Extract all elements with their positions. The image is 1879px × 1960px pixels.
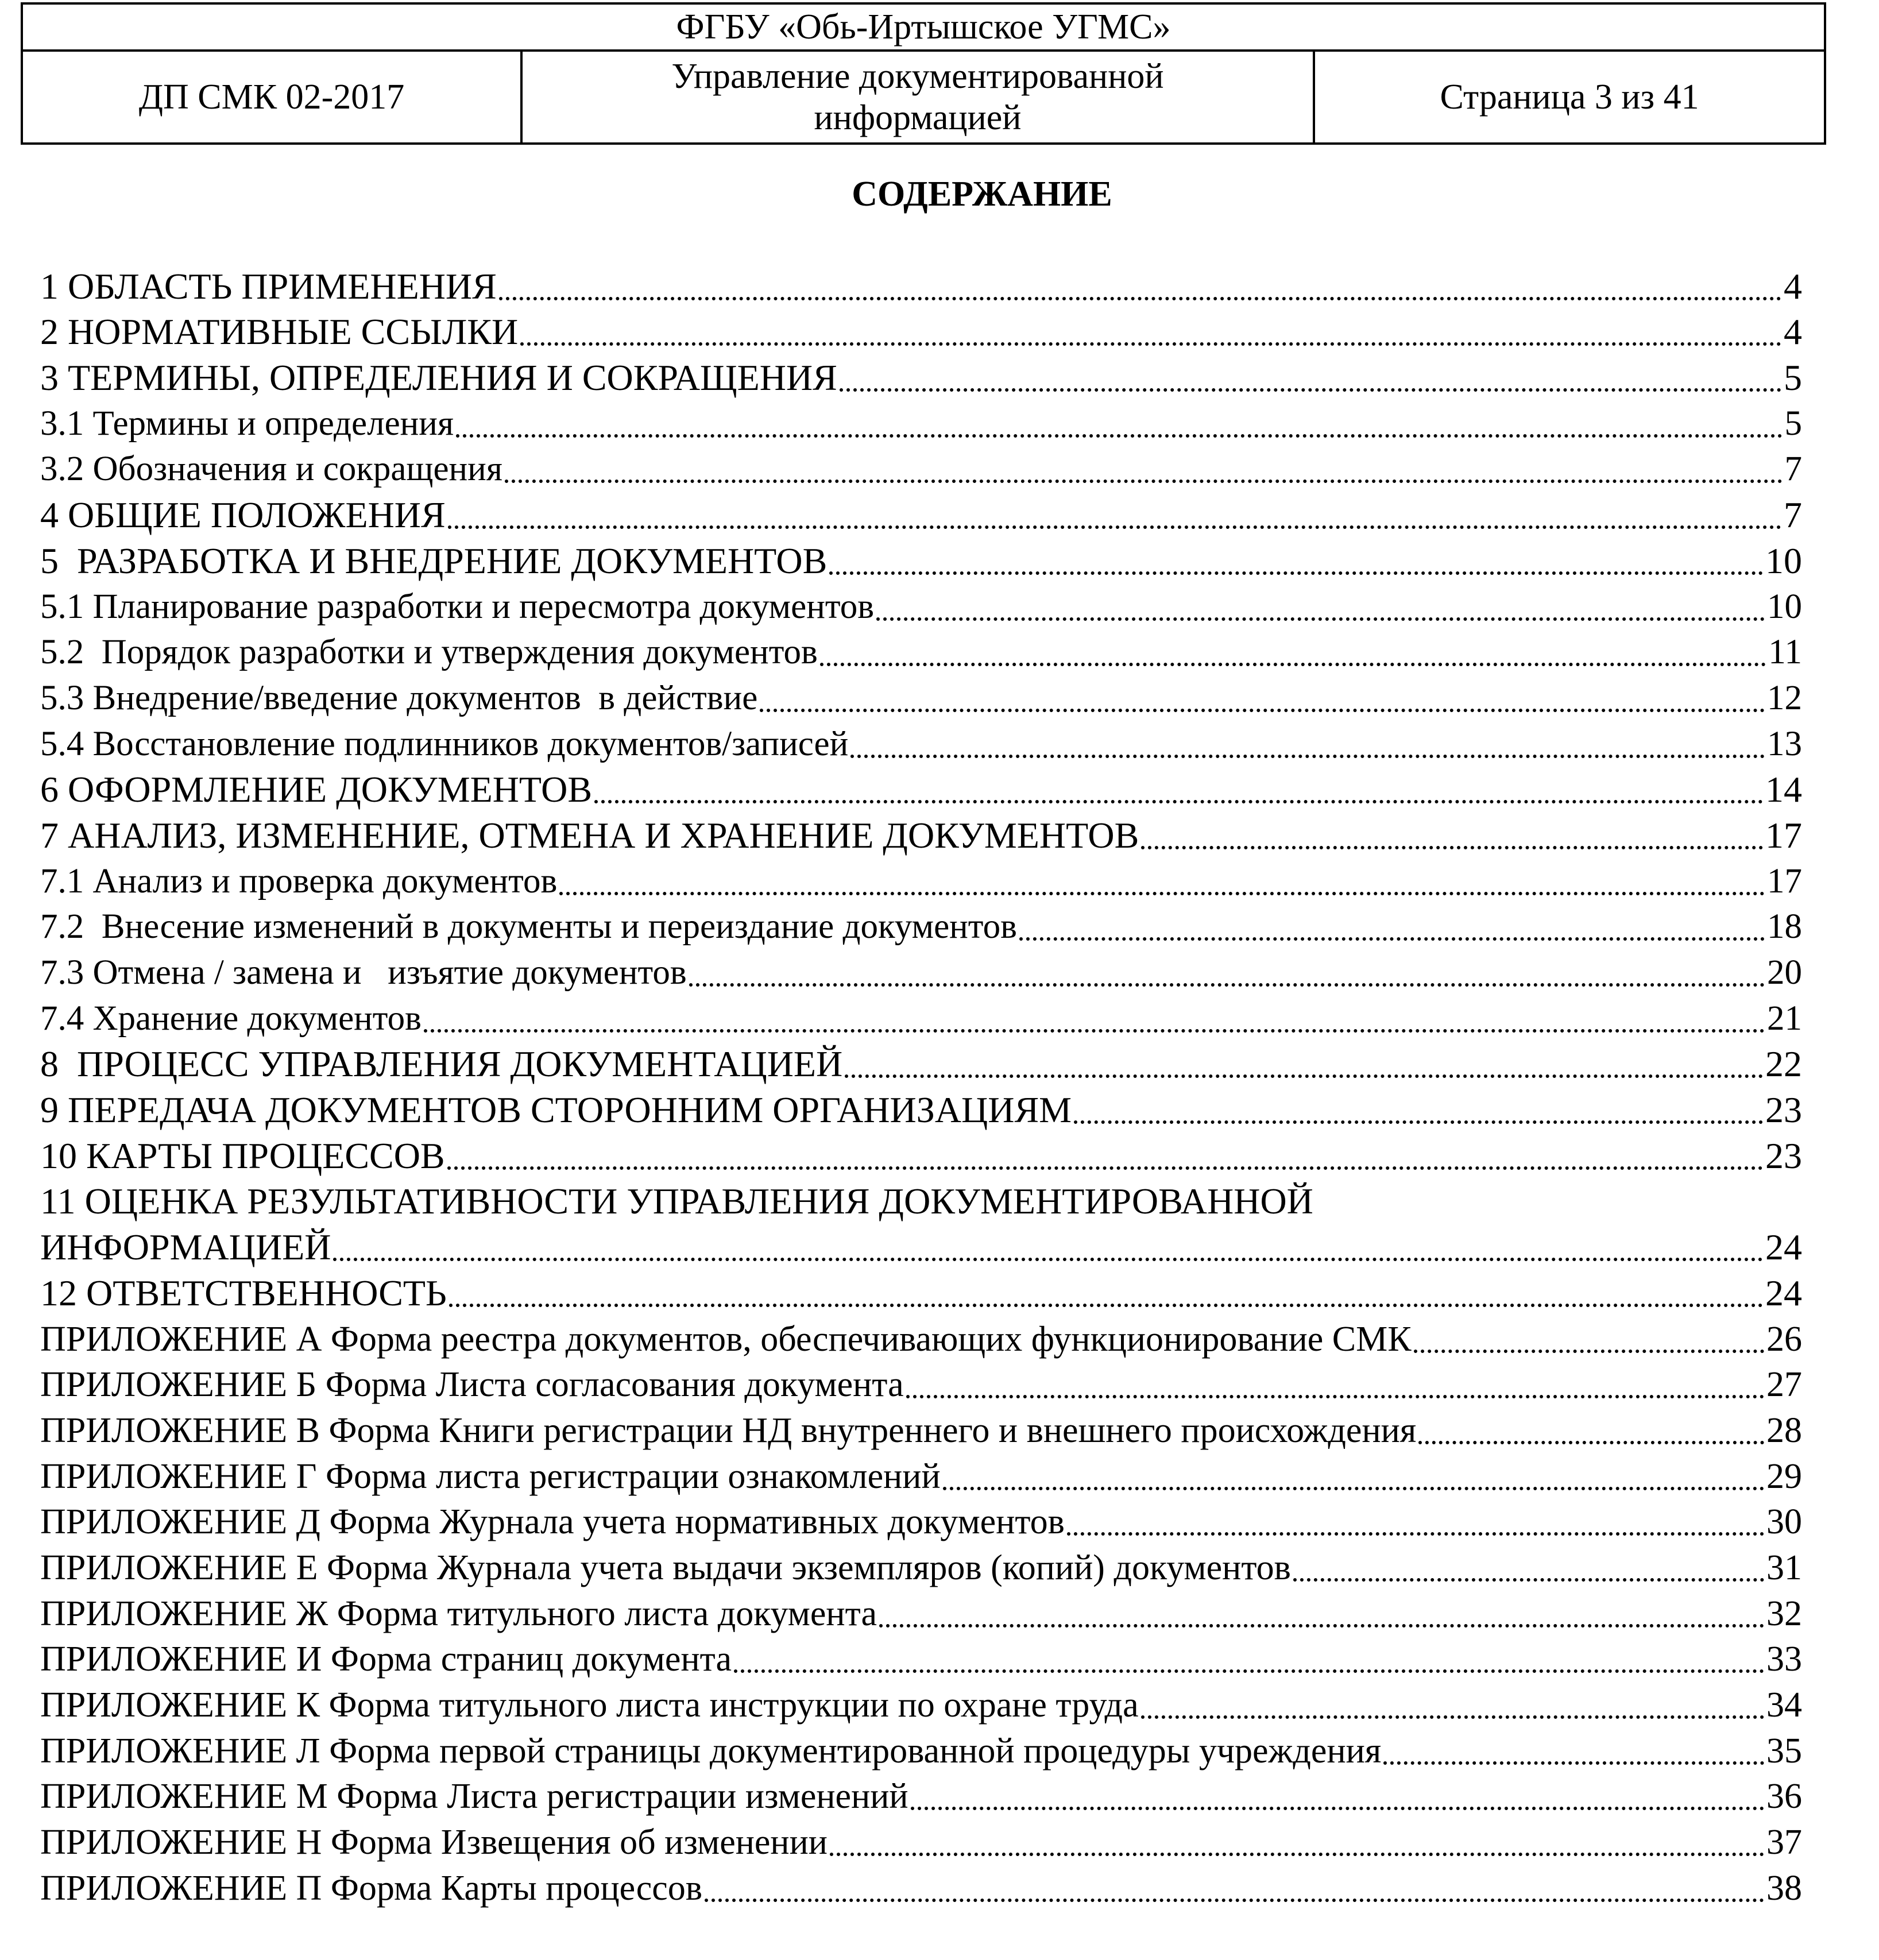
toc-leader-dots [333, 1258, 1763, 1261]
toc-entry-label: 6 ОФОРМЛЕНИЕ ДОКУМЕНТОВ [40, 769, 593, 810]
toc-entry[interactable] [40, 1497, 1802, 1543]
toc-entry-label: 5.3 Внедрение/введение документов в действие [40, 678, 758, 717]
toc-entry[interactable] [40, 1039, 1802, 1085]
toc-entry-page-number: 26 [1766, 1319, 1802, 1359]
toc-leader-dots [520, 342, 1781, 346]
toc-entry-label: ПРИЛОЖЕНИЕ Г Форма листа регистрации ознакомлений [40, 1456, 941, 1496]
toc-entry[interactable] [40, 1314, 1802, 1360]
toc-entry-page-number: 27 [1766, 1365, 1802, 1405]
toc-entry[interactable] [40, 1772, 1802, 1818]
toc-entry-label: ПРИЛОЖЕНИЕ Н Форма Извещения об изменении [40, 1823, 828, 1862]
toc-entry-page-number: 28 [1766, 1410, 1802, 1450]
toc-leader-dots [845, 1074, 1763, 1078]
toc-entry[interactable] [40, 810, 1802, 856]
toc-entry-page-number: 13 [1767, 724, 1802, 763]
toc-entry-page-number: 5 [1784, 404, 1802, 443]
toc-entry[interactable] [40, 1634, 1802, 1680]
document-title [521, 51, 1314, 144]
toc-leader-dots [449, 1304, 1763, 1307]
toc-entry-label: 10 КАРТЫ ПРОЦЕССОВ [40, 1135, 445, 1176]
toc-leader-dots [447, 1166, 1763, 1170]
document-header-table [21, 2, 1826, 145]
toc-entry-page-number: 22 [1765, 1043, 1802, 1085]
toc-entry-label: ПРИЛОЖЕНИЕ И Форма страниц документа [40, 1640, 732, 1679]
toc-leader-dots [829, 571, 1763, 575]
toc-entry-page-number: 21 [1767, 999, 1802, 1038]
toc-entry-label: 7.1 Анализ и проверка документов [40, 861, 558, 900]
toc-entry-label: 11 ОЦЕНКА РЕЗУЛЬТАТИВНОСТИ УПРАВЛЕНИЯ ДОКУМЕНТИРОВАННОЙ [40, 1181, 1313, 1222]
toc-entry[interactable] [40, 1817, 1802, 1863]
toc-leader-dots [705, 1899, 1764, 1902]
toc-entry-label: 12 ОТВЕТСТВЕННОСТЬ [40, 1272, 447, 1313]
toc-leader-dots [876, 617, 1765, 621]
toc-entry-label: ПРИЛОЖЕНИЕ Е Форма Журнала учета выдачи экземпляров (копий) документов [40, 1548, 1291, 1587]
toc-entry-label: 1 ОБЛАСТЬ ПРИМЕНЕНИЯ [40, 265, 497, 307]
toc-entry-page-number: 14 [1765, 769, 1802, 810]
toc-entry[interactable] [40, 1863, 1802, 1909]
toc-leader-dots [1293, 1578, 1764, 1582]
toc-leader-dots [1383, 1761, 1764, 1765]
toc-entry[interactable] [40, 673, 1802, 719]
toc-entry[interactable] [40, 1131, 1802, 1177]
toc-entry-page-number: 24 [1765, 1272, 1802, 1313]
table-of-contents [40, 261, 1802, 1909]
toc-entry-label: 3 ТЕРМИНЫ, ОПРЕДЕЛЕНИЯ И СОКРАЩЕНИЯ [40, 357, 837, 399]
toc-entry-label: ПРИЛОЖЕНИЕ К Форма титульного листа инструкции по охране труда [40, 1685, 1139, 1725]
toc-entry-label: ПРИЛОЖЕНИЕ В Форма Книги регистрации НД внутреннего и внешнего происхождения [40, 1410, 1417, 1450]
page-counter: Страница 3 из 41 [1314, 51, 1825, 144]
toc-entry[interactable] [40, 490, 1802, 536]
toc-title: СОДЕРЖАНИЕ [852, 175, 1112, 214]
toc-leader-dots [689, 983, 1765, 987]
toc-leader-dots [760, 709, 1765, 712]
toc-entry-label: 3.1 Термины и определения [40, 404, 454, 443]
toc-entry-label: ИНФОРМАЦИЕЙ [40, 1227, 331, 1268]
toc-entry-page-number: 37 [1766, 1823, 1802, 1862]
toc-entry-label: 4 ОБЩИЕ ПОЛОЖЕНИЯ [40, 494, 446, 536]
toc-entry-label: ПРИЛОЖЕНИЕ А Форма реестра документов, обеспечивающих функционирование СМК [40, 1319, 1412, 1359]
toc-leader-dots [1074, 1120, 1763, 1124]
toc-entry-page-number: 4 [1784, 311, 1802, 353]
toc-entry[interactable] [40, 1543, 1802, 1588]
toc-entry[interactable] [40, 1360, 1802, 1406]
toc-leader-dots [505, 480, 1783, 483]
toc-entry[interactable] [40, 948, 1802, 993]
toc-entry-page-number: 24 [1765, 1227, 1802, 1268]
toc-entry[interactable] [40, 444, 1802, 490]
toc-entry[interactable] [40, 1405, 1802, 1451]
toc-entry-label: 5.4 Восстановление подлинников документов/записей [40, 724, 849, 763]
toc-entry-label: ПРИЛОЖЕНИЕ Ж Форма титульного листа документа [40, 1594, 877, 1633]
toc-entry-page-number: 12 [1767, 678, 1802, 717]
document-title-line-2: информацией [814, 98, 1022, 137]
toc-leader-dots [499, 297, 1781, 300]
toc-leader-dots [1141, 1715, 1764, 1719]
toc-entry[interactable] [40, 1268, 1802, 1314]
toc-entry-page-number: 11 [1768, 633, 1802, 672]
toc-entry-page-number: 33 [1766, 1640, 1802, 1679]
toc-leader-dots [911, 1807, 1764, 1810]
document-title-line-1: Управление документированной [671, 57, 1164, 96]
toc-leader-dots [594, 800, 1763, 803]
toc-leader-dots [1414, 1350, 1764, 1353]
toc-entry-page-number: 36 [1766, 1777, 1802, 1816]
document-code: ДП СМК 02-2017 [22, 51, 521, 144]
toc-entry-label: 2 НОРМАТИВНЫЕ ССЫЛКИ [40, 311, 519, 353]
toc-entry-label: ПРИЛОЖЕНИЕ Л Форма первой страницы документированной процедуры учреждения [40, 1731, 1382, 1770]
toc-leader-dots [830, 1853, 1764, 1856]
toc-entry-page-number: 30 [1766, 1502, 1802, 1542]
toc-entry-page-number: 17 [1767, 861, 1802, 900]
toc-entry[interactable] [40, 353, 1802, 399]
toc-entry[interactable] [40, 261, 1802, 307]
toc-leader-dots [1141, 846, 1763, 849]
toc-leader-dots [456, 434, 1783, 438]
toc-entry-page-number: 23 [1765, 1135, 1802, 1176]
toc-entry[interactable] [40, 1222, 1802, 1268]
toc-entry-page-number: 7 [1784, 494, 1802, 536]
toc-leader-dots [906, 1395, 1764, 1398]
toc-entry[interactable] [40, 1726, 1802, 1772]
toc-entry-page-number: 32 [1766, 1594, 1802, 1633]
toc-entry-label: ПРИЛОЖЕНИЕ М Форма Листа регистрации изменений [40, 1777, 908, 1816]
toc-entry[interactable] [40, 765, 1802, 811]
toc-entry[interactable] [40, 582, 1802, 628]
toc-entry-label: 7.4 Хранение документов [40, 999, 422, 1038]
toc-entry-label: 5.1 Планирование разработки и пересмотра документов [40, 587, 874, 626]
toc-leader-dots [448, 525, 1781, 529]
toc-entry-label: 5 РАЗРАБОТКА И ВНЕДРЕНИЕ ДОКУМЕНТОВ [40, 540, 828, 581]
toc-entry-page-number: 7 [1784, 450, 1802, 489]
toc-entry-page-number: 20 [1767, 953, 1802, 992]
toc-entry-page-number: 5 [1784, 357, 1802, 399]
toc-entry-page-number: 34 [1766, 1685, 1802, 1725]
toc-leader-dots [734, 1669, 1764, 1673]
toc-entry-label: 5.2 Порядок разработки и утверждения документов [40, 633, 818, 672]
toc-entry-page-number: 23 [1765, 1089, 1802, 1131]
toc-entry[interactable] [40, 1085, 1802, 1131]
toc-leader-dots [1418, 1441, 1764, 1444]
toc-entry-page-number: 10 [1767, 587, 1802, 626]
toc-entry[interactable] [40, 307, 1802, 353]
toc-leader-dots [840, 388, 1781, 392]
toc-leader-dots [879, 1624, 1764, 1627]
toc-entry-label: 9 ПЕРЕДАЧА ДОКУМЕНТОВ СТОРОННИМ ОРГАНИЗАЦИЯМ [40, 1089, 1072, 1131]
toc-entry[interactable] [40, 1680, 1802, 1726]
toc-leader-dots [820, 663, 1766, 666]
toc-entry[interactable] [40, 719, 1802, 765]
toc-entry-label: ПРИЛОЖЕНИЕ Д Форма Журнала учета нормативных документов [40, 1502, 1065, 1542]
toc-entry[interactable] [40, 399, 1802, 444]
toc-entry-page-number: 10 [1765, 540, 1802, 581]
toc-entry-page-number: 17 [1765, 814, 1802, 856]
organization-name: ФГБУ «Обь-Иртышское УГМС» [22, 3, 1825, 51]
toc-entry-label: 7.2 Внесение изменений в документы и переиздание документов [40, 907, 1017, 946]
toc-entry[interactable] [40, 856, 1802, 902]
toc-entry-label: 7 АНАЛИЗ, ИЗМЕНЕНИЕ, ОТМЕНА И ХРАНЕНИЕ ДОКУМЕНТОВ [40, 814, 1139, 856]
toc-entry[interactable] [40, 993, 1802, 1039]
toc-entry-page-number: 4 [1784, 265, 1802, 307]
toc-entry[interactable] [40, 902, 1802, 948]
toc-leader-dots [1019, 937, 1765, 941]
toc-leader-dots [943, 1487, 1764, 1490]
toc-entry[interactable] [40, 1451, 1802, 1497]
toc-leader-dots [559, 892, 1765, 895]
toc-entry-page-number: 29 [1766, 1456, 1802, 1496]
toc-leader-dots [850, 755, 1765, 758]
toc-entry-page-number: 35 [1766, 1731, 1802, 1770]
toc-entry[interactable] [40, 1588, 1802, 1634]
toc-entry-page-number: 31 [1766, 1548, 1802, 1587]
toc-entry-label: ПРИЛОЖЕНИЕ П Форма Карты процессов [40, 1868, 703, 1908]
toc-entry[interactable] [40, 628, 1802, 674]
toc-leader-dots [1067, 1532, 1764, 1536]
toc-entry[interactable] [40, 1177, 1802, 1223]
toc-leader-dots [424, 1029, 1765, 1033]
toc-entry-label: 8 ПРОЦЕСС УПРАВЛЕНИЯ ДОКУМЕНТАЦИЕЙ [40, 1043, 843, 1085]
toc-entry-label: 7.3 Отмена / замена и изъятие документов [40, 953, 687, 992]
toc-entry-page-number: 18 [1767, 907, 1802, 946]
toc-entry-label: ПРИЛОЖЕНИЕ Б Форма Листа согласования документа [40, 1365, 904, 1405]
toc-entry-page-number: 38 [1766, 1868, 1802, 1908]
toc-entry-label: 3.2 Обозначения и сокращения [40, 450, 502, 489]
toc-entry[interactable] [40, 536, 1802, 582]
